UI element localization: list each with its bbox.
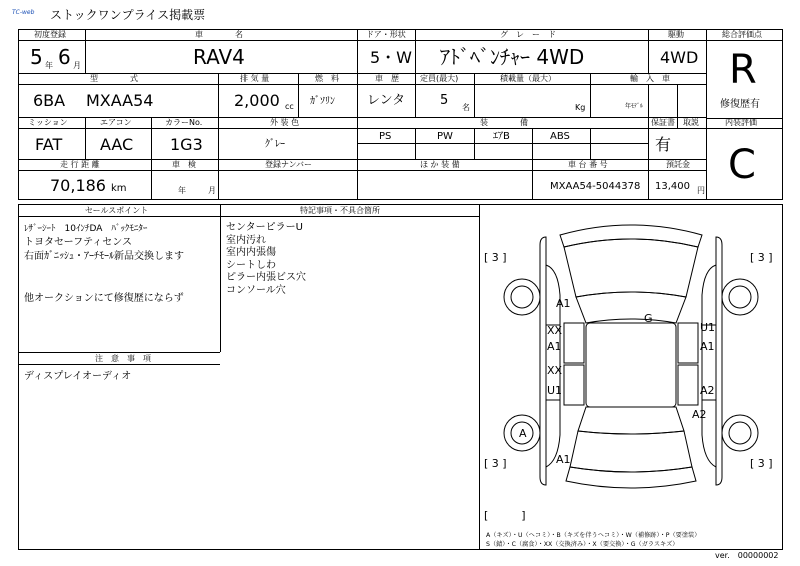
caution-list (24, 370, 131, 384)
header-mileage: 走 行 距 離 (60, 160, 100, 169)
grade: ｱﾄﾞﾍﾞﾝﾁｬｰ 4WD (440, 45, 585, 69)
chassis-number: MXAA54-5044378 (550, 181, 641, 192)
displacement: 2,000 (234, 91, 280, 110)
label-roof: G (644, 312, 653, 325)
header-import: 輸 入 車 (630, 74, 670, 83)
hood (564, 239, 698, 297)
header-color-no: カラーNo. (165, 118, 203, 127)
special-note-line: コンソール穴 (226, 284, 286, 296)
header-history: 車 歴 (375, 74, 399, 83)
reg-month-unit: 月 (73, 61, 81, 70)
model-prefix: 6BA (33, 91, 66, 110)
label-right-rear-door: A2 (692, 408, 707, 421)
drive: 4WD (660, 48, 699, 67)
version-label: ver. 00000002 (715, 551, 779, 560)
inspection-year-unit: 年 (178, 186, 186, 195)
inspection-month-unit: 月 (208, 186, 216, 195)
rear-hatch (570, 431, 692, 472)
label-front-right-corner: [ 3 ] (750, 251, 773, 264)
special-note-line: ピラー内張ビス穴 (226, 272, 306, 283)
deposit-unit: 円 (697, 186, 705, 195)
car-damage-diagram (480, 205, 782, 549)
special-note-line: 室内内張傷 (226, 247, 276, 258)
displacement-unit: cc (285, 102, 294, 111)
fuel: ｶﾞｿﾘﾝ (310, 96, 335, 107)
roof (586, 323, 676, 407)
left-side-body (540, 237, 546, 485)
special-note-line: センターピラーU (226, 222, 303, 233)
header-drive: 駆動 (668, 30, 684, 39)
deposit: 13,400 (655, 181, 690, 192)
header-car-name: 車 名 (195, 30, 243, 39)
rear-window (578, 407, 684, 434)
rear-bumper (566, 467, 696, 488)
overall-score: R (729, 47, 757, 93)
header-plate: 登録ナンバー (265, 160, 313, 169)
sales-point-line: 他オークションにて修復歴にならず (24, 293, 184, 304)
label-left-rear-wheel: A (519, 427, 527, 440)
header-exterior: 外 装 色 (270, 118, 300, 127)
reg-year: 5 (30, 45, 43, 69)
label-rear-right-corner: [ 3 ] (750, 457, 773, 470)
label-left-front-door-1: XX (547, 324, 563, 337)
special-notes-header: 特記事項・不具合箇所 (300, 206, 380, 215)
mission: FAT (35, 135, 63, 154)
page-title: ストックワンプライス掲載票 (50, 8, 206, 22)
caution-header: 注 意 事 項 (95, 354, 151, 363)
capacity: 5 (440, 93, 449, 108)
equip-pw: PW (437, 131, 453, 142)
equip-ps: PS (379, 131, 392, 142)
car-name: RAV4 (193, 45, 245, 69)
label-left-rear-door-1: XX (547, 364, 563, 377)
color-no: 1G3 (170, 135, 203, 154)
equip-airbag: ｴｱB (493, 131, 510, 142)
label-rear-bumper-left: A1 (556, 453, 571, 466)
sales-points-header: セールスポイント (85, 206, 149, 215)
header-displacement: 排 気 量 (240, 74, 270, 83)
equip-abs: ABS (550, 131, 570, 142)
reg-month: 6 (58, 45, 71, 69)
mileage: 70,186 (50, 176, 106, 195)
special-note-line: シートしわ (226, 259, 276, 271)
mileage-unit: km (111, 183, 127, 194)
header-deposit: 預託金 (666, 160, 690, 169)
header-equipment: 装 備 (480, 118, 528, 127)
right-rear-wheel (722, 415, 758, 451)
sales-points-list (24, 222, 219, 306)
sales-point-line: ﾚｻﾞｰｼｰﾄ 10ｲﾝﾁDA ﾊﾞｯｸﾓﾆﾀｰ (24, 224, 148, 234)
label-right-rear-quarter: A2 (700, 384, 715, 397)
header-fuel: 燃 料 (315, 74, 339, 83)
header-warranty: 保証書 (651, 118, 675, 127)
sales-point-line: トヨタセーフティセンス (24, 237, 132, 248)
logo (12, 10, 34, 16)
left-front-wheel (504, 279, 540, 315)
label-right-front-door-2: A1 (700, 340, 715, 353)
aircon: AAC (100, 135, 134, 154)
special-note-line: 室内汚れ (226, 234, 266, 246)
label-front-left-corner: [ 3 ] (484, 251, 507, 264)
header-inspection: 車 検 (172, 160, 196, 169)
header-first-registration: 初度登録 (34, 30, 66, 39)
caution-line: ディスプレイオーディオ (24, 371, 132, 382)
header-aircon: エアコン (100, 118, 132, 127)
header-other-equip: ほ か 装 備 (420, 160, 460, 169)
header-load: 積載量（最大） (500, 74, 556, 83)
windshield (576, 292, 686, 323)
right-side-body (716, 237, 722, 485)
door-shape: 5・W (370, 48, 413, 67)
label-bottom-bracket: [ ] (484, 509, 526, 522)
header-interior-eval: 内装評価 (725, 118, 757, 127)
label-right-front-door-1: U1 (700, 321, 716, 334)
legend-line-2: S（錆）・C（腐食）・XX（交換済み）・X（要交換）・G（ガラスキズ） (486, 541, 679, 548)
special-notes-list (226, 222, 476, 297)
right-front-wheel (722, 279, 758, 315)
header-overall-eval: 総合評価点 (722, 30, 762, 39)
header-mission: ミッション (28, 118, 68, 127)
warranty: 有 (655, 135, 672, 154)
model-code: MXAA54 (86, 91, 154, 110)
load-unit: Kg (575, 103, 586, 112)
capacity-unit: 名 (462, 103, 470, 112)
header-model: 型 式 (90, 74, 138, 83)
header-grade: グ レ ー ド (500, 30, 556, 39)
label-left-front-door-2: A1 (547, 340, 562, 353)
vehicle-history: レンタ (367, 93, 406, 108)
label-left-rear-door-2: U1 (547, 384, 563, 397)
header-manual: 取説 (683, 118, 699, 127)
header-chassis: 車 台 番 号 (568, 160, 608, 169)
interior-score: C (728, 142, 756, 188)
import-model-year: 年ﾓﾃﾞﾙ (625, 103, 644, 110)
header-door-shape: ドア・形状 (366, 30, 406, 39)
reg-year-unit: 年 (45, 61, 53, 70)
sales-point-line (24, 264, 219, 292)
exterior-color: ｸﾞﾚｰ (265, 139, 285, 150)
label-hood: A1 (556, 297, 571, 310)
header-capacity: 定員(最大) (420, 74, 459, 83)
sales-point-line: 右面ｶﾞﾆｯｼｭ・ｱｰﾁﾓｰﾙ新品交換します (24, 251, 184, 262)
legend-line-1: A（キズ）・U（ヘコミ）・B（キズを伴うヘコミ）・W（補修跡）・P（要塗装） (486, 532, 701, 539)
label-rear-left-corner: [ 3 ] (484, 457, 507, 470)
repair-history-note: 修復歴有 (720, 99, 760, 110)
logo-text: TC-web (12, 9, 35, 16)
